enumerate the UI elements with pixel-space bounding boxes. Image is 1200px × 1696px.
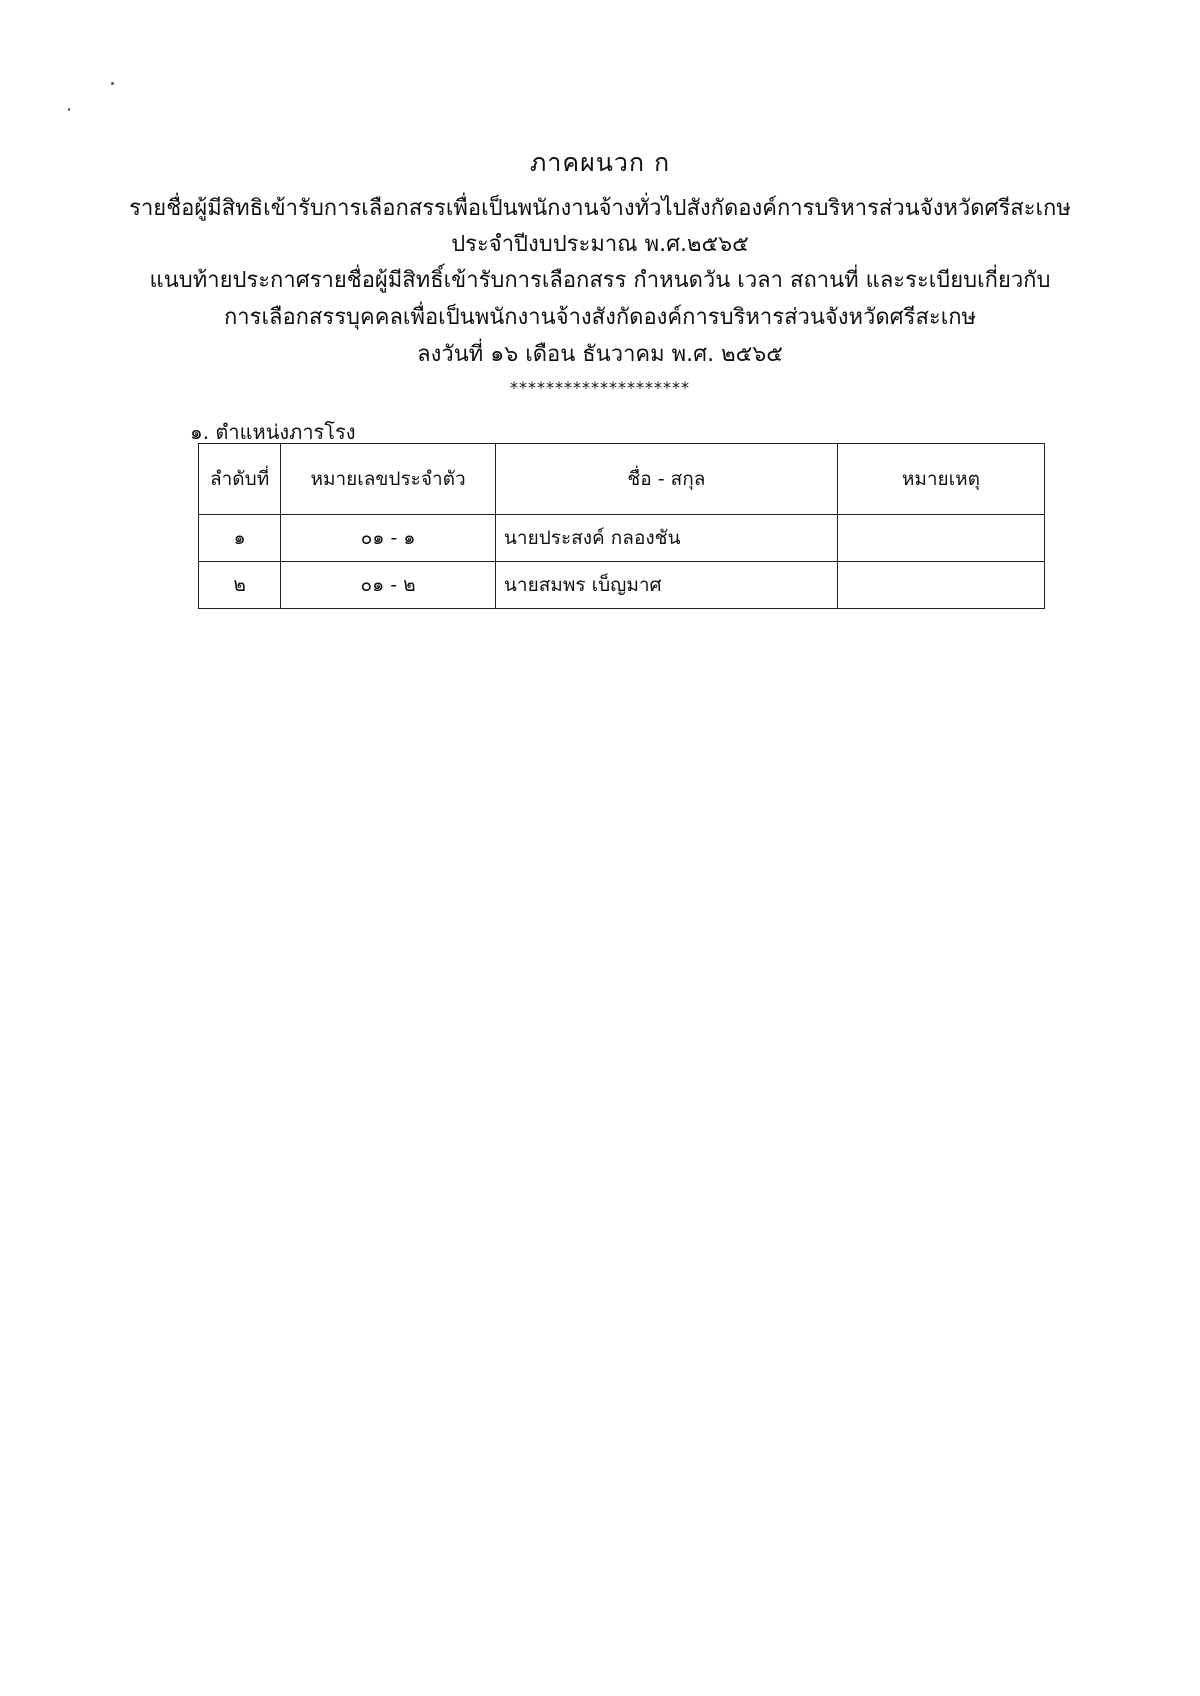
candidate-table	[198, 443, 1045, 609]
header-line-4: การเลือกสรรบุคคลเพื่อเป็นพนักงานจ้างสังกัดองค์การบริหารส่วนจังหวัดศรีสะเกษ	[223, 305, 977, 330]
table-header-row	[199, 444, 1045, 515]
scan-speck	[111, 82, 114, 85]
cell-remarks	[837, 515, 1044, 562]
header-date-line: ลงวันที่ ๑๖ เดือน ธันวาคม พ.ศ. ๒๕๖๕	[417, 342, 783, 367]
section-title: ๑. ตำแหน่งภารโรง	[190, 420, 356, 444]
header-line-2: ประจำปีงบประมาณ พ.ศ.๒๕๖๕	[451, 232, 749, 257]
table-row	[199, 562, 1045, 609]
header-line-3: แนบท้ายประกาศรายชื่อผู้มีสิทธิ์เข้ารับการเลือกสรร กำหนดวัน เวลา สถานที่ และระเบียบเกี่ยวกับ	[149, 268, 1051, 293]
header-remarks: หมายเหตุ	[837, 444, 1044, 515]
cell-id-number: ๐๑ - ๑	[281, 515, 496, 562]
cell-full-name: นายสมพร เบ็ญมาศ	[495, 562, 837, 609]
separator-stars: ********************	[510, 378, 690, 397]
header-full-name: ชื่อ - สกุล	[495, 444, 837, 515]
cell-order-no: ๒	[199, 562, 281, 609]
table-row	[199, 515, 1045, 562]
cell-id-number: ๐๑ - ๒	[281, 562, 496, 609]
cell-remarks	[837, 562, 1044, 609]
header-id-number: หมายเลขประจำตัว	[281, 444, 496, 515]
header-line-1: รายชื่อผู้มีสิทธิเข้ารับการเลือกสรรเพื่อเป็นพนักงานจ้างทั่วไปสังกัดองค์การบริหารส่วนจังหวัดศรีสะเกษ	[129, 196, 1071, 221]
header-order-no: ลำดับที่	[199, 444, 281, 515]
scan-speck	[68, 108, 70, 111]
cell-full-name: นายประสงค์ กลองชัน	[495, 515, 837, 562]
cell-order-no: ๑	[199, 515, 281, 562]
document-title: ภาคผนวก ก	[529, 148, 671, 177]
